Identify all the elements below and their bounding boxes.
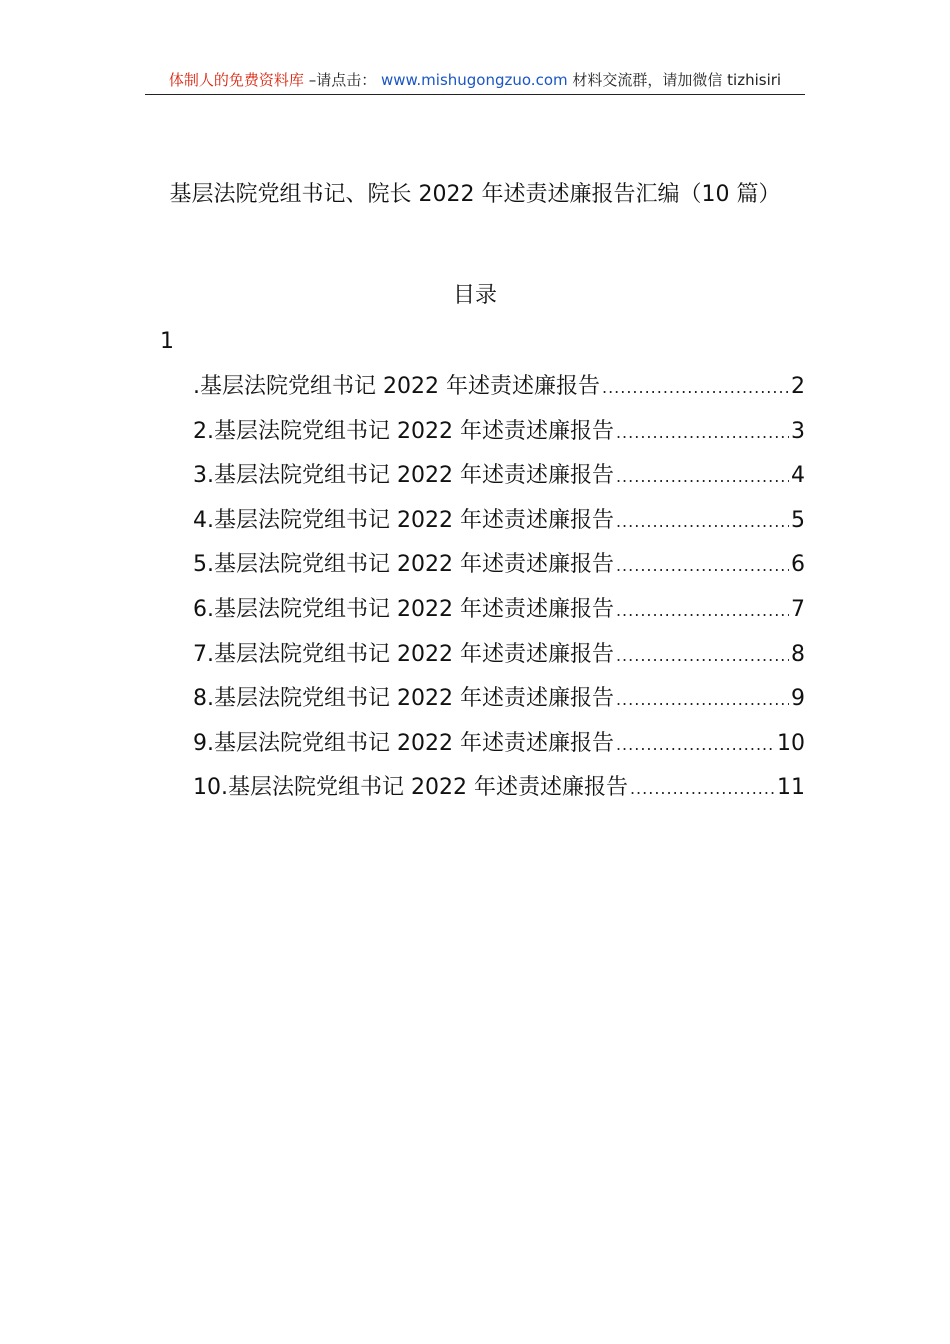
toc-dot-leader [616, 505, 789, 539]
toc-item-page: 4 [791, 463, 805, 489]
toc-item[interactable] [193, 415, 805, 460]
header-brand: 体制人的免费资料库 [168, 71, 304, 89]
toc-dot-leader [616, 549, 789, 583]
toc-item-page: 5 [791, 507, 805, 533]
toc-item-page: 11 [777, 775, 805, 801]
toc-item[interactable] [193, 548, 805, 593]
toc-item-page: 3 [791, 418, 805, 444]
toc-item[interactable] [193, 771, 805, 816]
document-title: 基层法院党组书记、院长 2022 年述责述廉报告汇编（10 篇） [169, 182, 781, 207]
toc-dot-leader [616, 416, 789, 450]
toc-item-label: 7.基层法院党组书记 2022 年述责述廉报告 [193, 641, 614, 667]
toc-item-label: 6.基层法院党组书记 2022 年述责述廉报告 [193, 596, 614, 622]
toc-item-label: 4.基层法院党组书记 2022 年述责述廉报告 [193, 507, 614, 533]
toc-dot-leader [602, 371, 789, 405]
toc-item-page: 10 [777, 730, 805, 756]
toc-item-label: 2.基层法院党组书记 2022 年述责述廉报告 [193, 418, 614, 444]
toc-dot-leader [616, 639, 789, 673]
table-of-contents [193, 370, 805, 816]
toc-item[interactable] [193, 459, 805, 504]
toc-item-page: 8 [791, 641, 805, 667]
header-website-link[interactable]: www.mishugongzuo.com [380, 71, 568, 89]
toc-item-label: 8.基层法院党组书记 2022 年述责述廉报告 [193, 686, 614, 712]
toc-item-page: 6 [791, 552, 805, 578]
toc-item[interactable] [193, 638, 805, 683]
toc-item-label: 9.基层法院党组书记 2022 年述责述廉报告 [193, 730, 614, 756]
toc-dot-leader [630, 772, 775, 806]
toc-item[interactable] [193, 593, 805, 638]
header-tail-text: 材料交流群，请加微信 tizhisiri [572, 71, 782, 89]
toc-item[interactable] [193, 682, 805, 727]
toc-item-label: 10.基层法院党组书记 2022 年述责述廉报告 [193, 775, 628, 801]
toc-item[interactable] [193, 504, 805, 549]
toc-item[interactable] [193, 727, 805, 772]
toc-item-page: 7 [791, 596, 805, 622]
toc-item-label: 5.基层法院党组书记 2022 年述责述廉报告 [193, 552, 614, 578]
page-header [145, 70, 805, 95]
toc-dot-leader [616, 728, 775, 762]
toc-item-page: 9 [791, 686, 805, 712]
toc-dot-leader [616, 683, 789, 717]
toc-item[interactable] [193, 370, 805, 415]
toc-heading: 目录 [452, 283, 497, 308]
toc-item-label: .基层法院党组书记 2022 年述责述廉报告 [193, 374, 600, 399]
toc-dot-leader [616, 594, 789, 628]
header-separator: –请点击： [308, 71, 377, 89]
toc-item-label: 3.基层法院党组书记 2022 年述责述廉报告 [193, 463, 614, 489]
toc-dot-leader [616, 460, 789, 494]
stray-number: 1 [160, 329, 174, 354]
toc-item-page: 2 [791, 374, 805, 399]
